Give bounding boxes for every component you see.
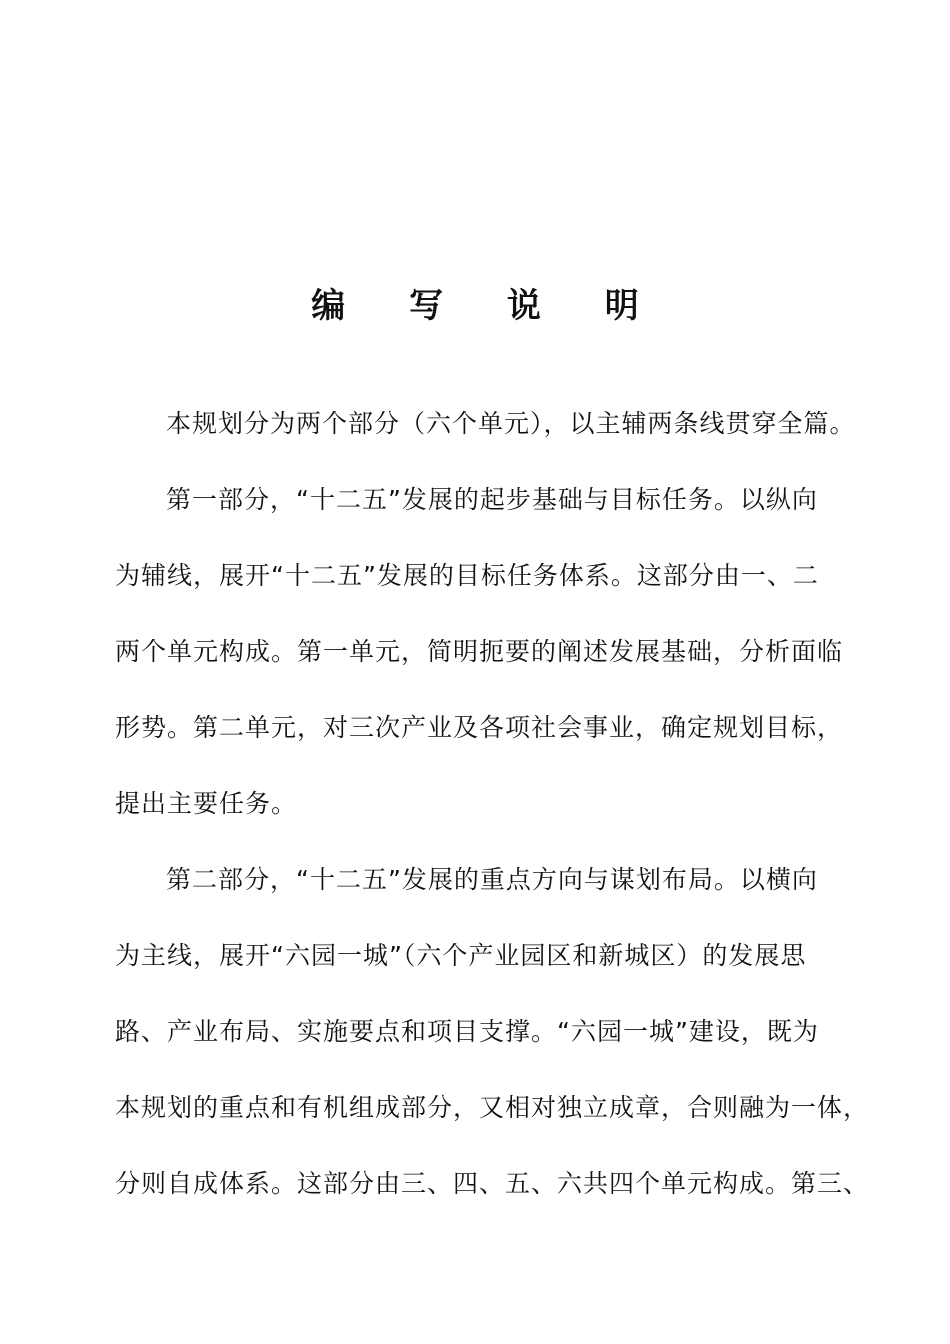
text-line: 本规划的重点和有机组成部分，又相对独立成章，合则融为一体， (115, 1093, 870, 1122)
text-line: 第一部分，“十二五”发展的起步基础与目标任务。以纵向 (166, 485, 818, 514)
text-line: 分则自成体系。这部分由三、四、五、六共四个单元构成。第三、 (115, 1169, 870, 1198)
text-line: 形势。第二单元，对三次产业及各项社会事业，确定规划目标， (115, 713, 844, 742)
text-line: 路、产业布局、实施要点和项目支撑。“六园一城”建设，既为 (115, 1017, 819, 1046)
text-line: 提出主要任务。 (115, 789, 298, 818)
text-line: 为辅线，展开“十二五”发展的目标任务体系。这部分由一、二 (115, 561, 819, 590)
text-line: 本规划分为两个部分（六个单元），以主辅两条线贯穿全篇。 (166, 409, 856, 438)
document-body (115, 402, 870, 1238)
text-line: 第二部分，“十二五”发展的重点方向与谋划布局。以横向 (166, 865, 818, 894)
text-line: 为主线，展开“六园一城”（六个产业园区和新城区）的发展思 (115, 941, 807, 970)
text-line: 两个单元构成。第一单元，简明扼要的阐述发展基础，分析面临 (115, 637, 844, 666)
document-title: 编 写 说 明 (311, 286, 665, 326)
